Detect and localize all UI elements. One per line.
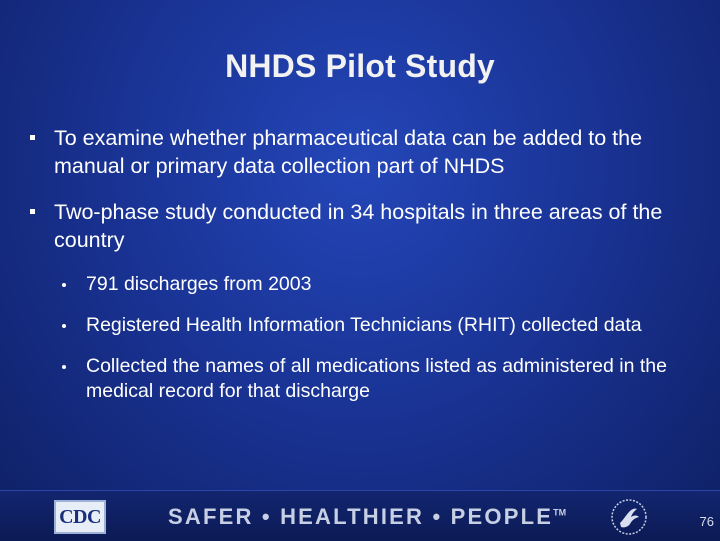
bullet-list (28, 124, 688, 420)
bullet-item (28, 124, 688, 180)
square-bullet-icon (30, 135, 35, 140)
hhs-eagle-logo-icon (610, 497, 648, 537)
slide-title: NHDS Pilot Study (225, 48, 495, 84)
sub-bullet-text: Collected the names of all medications listed as administered in the medical record for that discharge (86, 355, 667, 402)
sub-bullet-item (58, 313, 688, 338)
sub-bullet-text: Registered Health Information Technicians (RHIT) collected data (86, 314, 642, 336)
sub-bullet-text: 791 discharges from 2003 (86, 273, 312, 295)
cdc-logo-text: CDC (59, 505, 101, 528)
page-number: 76 (699, 514, 714, 529)
cdc-logo (54, 500, 106, 534)
bullet-text: To examine whether pharmaceutical data can be added to the manual or primary data collection part of NHDS (54, 126, 643, 178)
sub-bullet-item (58, 354, 688, 404)
bullet-text: Two-phase study conducted in 34 hospitals in three areas of the country (54, 200, 663, 252)
sub-bullet-list (58, 272, 688, 404)
tagline (168, 504, 578, 532)
bullet-item (28, 198, 688, 254)
sub-bullet-item (58, 272, 688, 297)
dot-bullet-icon (62, 324, 66, 328)
dot-bullet-icon (62, 283, 66, 287)
trademark-mark: TM (553, 507, 567, 518)
dot-bullet-icon (62, 365, 66, 369)
tagline-text: SAFER • HEALTHIER • PEOPLE (168, 504, 554, 529)
square-bullet-icon (30, 209, 35, 214)
